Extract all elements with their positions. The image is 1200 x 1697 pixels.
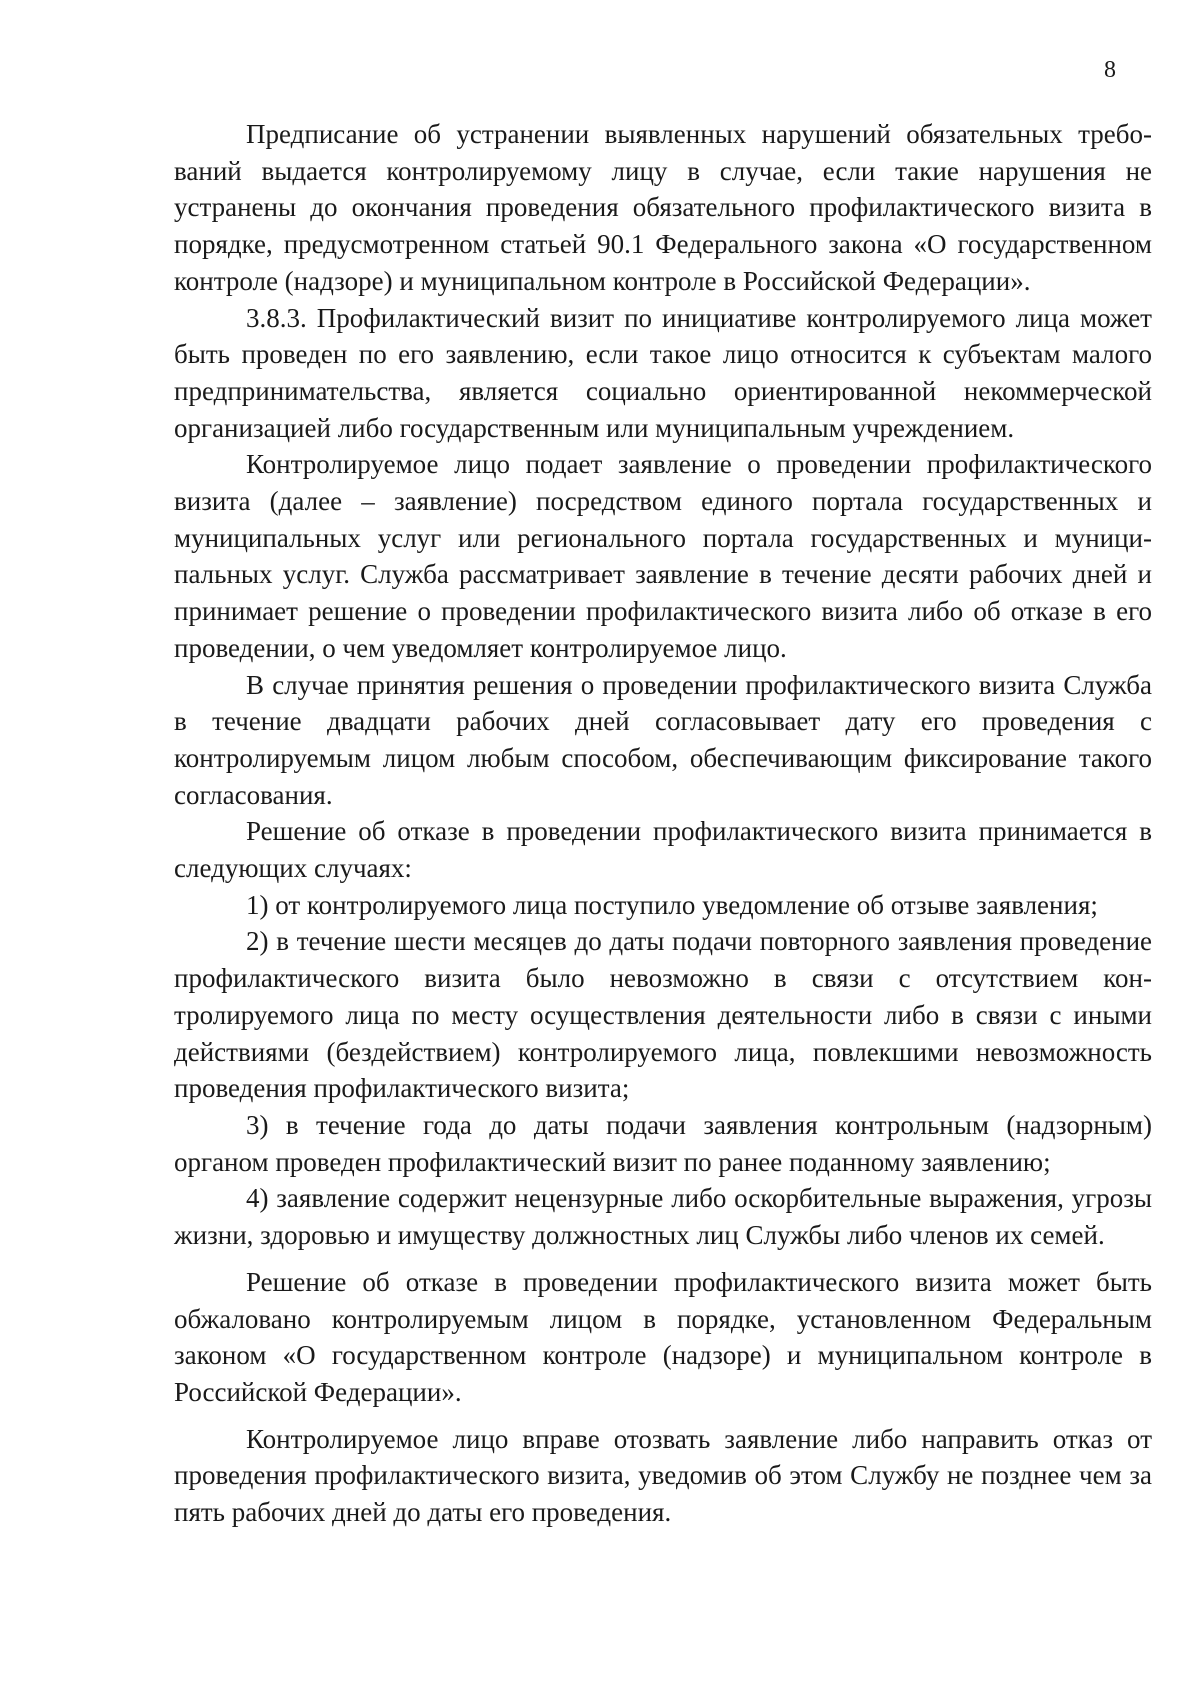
- paragraph-application-submission: Контролируемое лицо подает заявление о проведении профилактического визита (далее – заявление) посредством единого портала государственных и муниципальных услуг или регионального портала государственных и муниципальных услуг. Служба рассматривает заявление в течение десяти рабочих дней и принимает решение о проведении профилактического визита либо об отказе в его проведении, о чем уведомляет контролируемое лицо.: [174, 449, 1152, 663]
- list-item-2: 2) в течение шести месяцев до даты подачи повторного заявления проведение профилактического визита было невозможно в связи с отсутствием контролируемого лица по месту осуществления деятельности либо в связи с иными действиями (бездействием) контролируемого лица, повлекшими невозможность проведения профилактического визита;: [174, 926, 1152, 1104]
- paragraph-date-agreement: В случае принятия решения о проведении профилактического визита Служба в течение двадцати рабочих дней согласовывает дату его проведения с контролируемым лицом любым способом, обеспечивающим фиксирование такого согласования.: [174, 669, 1152, 810]
- page-number: 8: [1104, 57, 1116, 83]
- paragraph-3-8-3: 3.8.3. Профилактический визит по инициативе контролируемого лица может быть проведен по его заявлению, если такое лицо относится к субъектам малого предпринимательства, является социально ориентированной некоммерческой организацией либо государственным или муниципальным учреждением.: [174, 302, 1152, 443]
- list-item-4: 4) заявление содержит нецензурные либо оскорбительные выражения, угрозы жизни, здоровью и имуществу должностных лиц Службы либо членов их семей.: [174, 1183, 1152, 1251]
- paragraph-refusal-cases: Решение об отказе в проведении профилактического визита принимается в следующих случаях:: [174, 816, 1152, 884]
- paragraph-appeal: Решение об отказе в проведении профилактического визита может быть обжаловано контролируемым лицом в порядке, установленном Федеральным законом «О государственном контроле (надзоре) и муниципальном контроле в Российской Федерации».: [174, 1266, 1152, 1407]
- document-body: [174, 116, 1152, 1531]
- list-item-3: 3) в течение года до даты подачи заявления контрольным (надзорным) органом проведен профилактический визит по ранее поданному заявлению;: [174, 1109, 1152, 1177]
- list-item-1: 1) от контролируемого лица поступило уведомление об отзыве заявления;: [246, 889, 1098, 920]
- paragraph-prescription: Предписание об устранении выявленных нарушений обязательных требований выдается контролируемому лицу в случае, если такие нарушения не устранены до окончания проведения обязательного профилактического визита в порядке, предусмотренном статьей 90.1 Федерального закона «О государственном контроле (надзоре) и муниципальном контроле в Российской Федерации».: [174, 119, 1152, 296]
- paragraph-withdrawal: Контролируемое лицо вправе отозвать заявление либо направить отказ от проведения профилактического визита, уведомив об этом Службу не позднее чем за пять рабочих дней до даты его проведения.: [174, 1423, 1152, 1528]
